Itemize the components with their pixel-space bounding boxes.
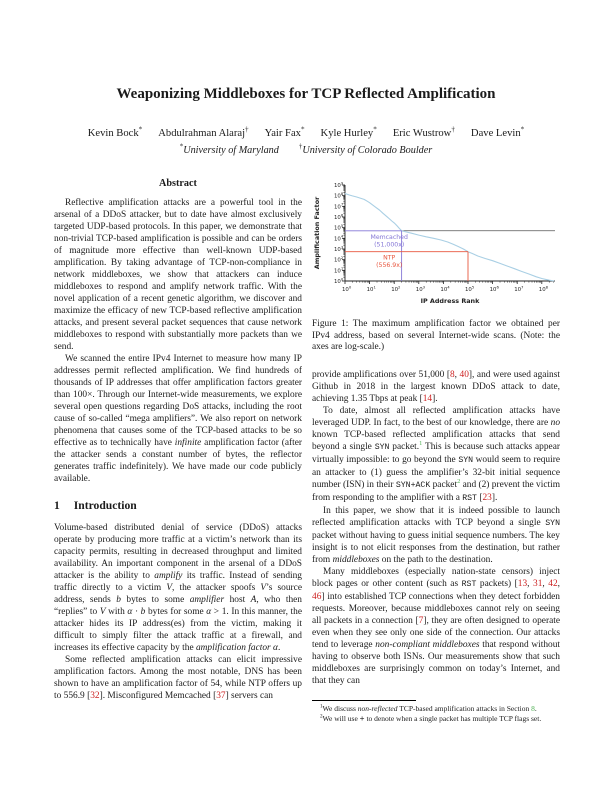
segment-text: its traffic. Instead of sending traffic directly to a victim: [54, 571, 302, 593]
segment-text: ] into established TCP connections when they detect forbidden requests. Moreover, because middleboxes cannot rely on seeing all packets in a connection [: [312, 591, 560, 626]
intro-paragraph: [54, 654, 302, 702]
segment-text: ].: [491, 492, 498, 503]
intro-paragraph: [54, 522, 302, 654]
segment-text: In this paper, we show that it is indeed possible to launch reflected amplification attacks with TCP beyond a single: [312, 505, 560, 528]
author: Dave Levin*: [470, 125, 525, 139]
segment-text: and (2) prevent the victim from responding to the amplifier with a: [312, 479, 560, 503]
affiliation-mark: †: [298, 143, 303, 151]
segment-m: SYN: [374, 442, 390, 452]
footnote-rule: [312, 700, 416, 701]
author-mark: †: [245, 125, 249, 134]
segment-c: 32: [90, 691, 100, 701]
segment-text: ], they are often designed to operate even when they see only one side of the connection. Our attacks tend to leverage: [312, 615, 561, 650]
segment-m: +: [359, 714, 365, 724]
segment-m: RST: [461, 579, 477, 589]
segment-text: known TCP-based reflected amplification attacks that send beyond a single: [312, 429, 560, 452]
body-paragraph: [312, 405, 560, 505]
segment-text: packet: [430, 479, 458, 490]
segment-text: ].: [432, 393, 438, 404]
svg-text:IP Address Rank: IP Address Rank: [420, 297, 480, 305]
segment-text: ·: [132, 607, 141, 617]
section-number: 1: [54, 499, 60, 512]
segment-fn: 2: [457, 477, 461, 485]
segment-text: We discuss: [322, 703, 358, 713]
segment-text: We scanned the entire IPv4 Internet to measure how many IP addresses permit reflected amplification. We find hundreds of thousands of IP addresses that offer amplification factors greater than 100×. Through our Internet-wide measurements, we explore several open questions regarding DoS attacks, including the root cause of so-called “mega amplifiers”. We also report on network phenomena that causes some of the TCP-based attacks to be so effective as to technically have: [54, 354, 302, 448]
svg-text:100: $10^0$: [342, 284, 352, 293]
author-mark: *: [300, 125, 305, 134]
segment-c: 23: [482, 492, 492, 503]
segment-text: packet.: [389, 441, 420, 452]
segment-text: would seem to require an attacker to (1) guess the amplifier’s 32-bit initial sequence number (ISN) in their: [312, 454, 560, 490]
segment-i: no: [550, 417, 560, 428]
segment-text: Some reflected amplification attacks can elicit impressive amplification factors. Among the most notable, DNS has been shown to have an amplification factor of 54, while NTP offers up to 556.9 [: [54, 655, 302, 701]
segment-text: packet without having to guess initial sequence numbers. The key insight is to not elicit responses from the destination, but rather from: [312, 530, 560, 565]
segment-i: amplifier: [189, 595, 225, 605]
author: Kyle Hurley*: [320, 125, 377, 139]
author: Yair Fax*: [264, 125, 305, 139]
segment-text: , who then “replies” to: [54, 595, 302, 617]
affiliation: †University of Colorado Boulder: [298, 143, 433, 156]
segment-sup: 1: [320, 703, 323, 710]
section-title: Introduction: [73, 499, 137, 512]
segment-text: to denote when a single packet has multiple TCP flags set.: [364, 713, 542, 723]
segment-text: TCP-based amplification attacks in Section: [397, 703, 532, 713]
segment-c: 14: [422, 393, 433, 404]
svg-text:Amplification Factor: Amplification Factor: [313, 196, 321, 270]
author-mark: †: [451, 125, 455, 134]
segment-m: RST: [462, 493, 477, 503]
segment-text: > 1. In this manner, the attacker hides its IP address(es) from the victim, making it difficult to simply filter the attack traffic at a firewall, and increases its effective capacity by the: [54, 607, 303, 653]
segment-text: Many middleboxes (especially nation-state censors) inject block pages or other content (such as: [312, 566, 560, 589]
segment-text: ,: [527, 578, 534, 589]
right-column: [312, 181, 560, 724]
segment-text: Figure 1: The maximum amplification factor we obtained per IPv4 address, based on several Internet-wide scans. (Note: the axes are log-scale.): [312, 319, 560, 353]
left-column: [54, 178, 302, 702]
segment-text: Volume-based distributed denial of service (DDoS) attacks operate by producing more traffic at a victim’s network than its capacity permits, resulting in decreased throughput and limited availability. An important component in the arsenal of a DDoS attacker is the ability to: [54, 523, 302, 581]
svg-text:106: $10^6$: [334, 212, 344, 221]
svg-text:101: $10^1$: [366, 284, 376, 293]
segment-text: We will use: [322, 713, 360, 723]
author: Abdulrahman Alaraj†: [158, 125, 249, 139]
segment-i: V: [99, 607, 106, 617]
segment-text: Reflective amplification attacks are a powerful tool in the arsenal of a DDoS attacker, but to date have almost exclusively targeted UDP-based protocols. In this paper, we demonstrate that non-trivial TCP-based amplification is possible and can be orders of magnitude more effective than well-known UDP-based amplification. By taking advantage of TCP-non-compliance in network middleboxes, we show that attackers can induce middleboxes to respond and amplify network traffic. With the novel application of a recent genetic algorithm, we discover and maximize the efficacy of new TCP-based reflective amplification attacks, and present several packet sequences that cause network middleboxes to respond with substantially more packets than we send.: [54, 198, 302, 352]
figure-1-chart: [312, 181, 558, 309]
segment-text: amplification factor (after the attacker sends a constant number of bytes, the reflector generates traffic indefinitely). We have made our code publicly available.: [54, 438, 302, 484]
segment-text: This is because such attacks appear virtually impossible: to go beyond the: [312, 441, 560, 465]
body-paragraph: [312, 566, 560, 687]
author-mark: *: [373, 125, 377, 134]
svg-text:104: $10^4$: [440, 284, 450, 293]
svg-text:105: $10^5$: [334, 223, 344, 232]
affiliation-list: [0, 145, 612, 156]
author-mark: *: [520, 125, 525, 134]
abstract-paragraph: [54, 197, 302, 353]
segment-c: 8: [449, 369, 455, 380]
svg-text:109: $10^9$: [334, 181, 344, 189]
svg-text:108: $10^8$: [538, 284, 549, 293]
segment-text: , the attacker spoofs: [172, 583, 261, 593]
segment-text: ,: [557, 578, 560, 589]
affiliation: *University of Maryland: [179, 143, 279, 156]
body-paragraph: [312, 369, 560, 405]
svg-text:102: $10^2$: [334, 255, 344, 264]
segment-c: 13: [517, 578, 528, 589]
paper-title: Weaponizing Middleboxes for TCP Reflected Amplification: [116, 86, 496, 102]
svg-text:106: $10^6$: [489, 284, 499, 293]
segment-i: V: [260, 583, 267, 593]
segment-text: ’s source address, sends: [54, 583, 302, 605]
segment-i: non-reflected: [357, 703, 398, 713]
segment-c: 46: [312, 591, 322, 602]
segment-i: V: [166, 583, 173, 593]
segment-text: [: [476, 492, 483, 503]
footnote: [312, 704, 560, 714]
body-paragraph: [312, 505, 560, 566]
segment-c: 31: [533, 578, 543, 589]
segment-m: SYN+ACK: [395, 480, 431, 490]
segment-text: provide amplifications over 51,000 [: [312, 369, 450, 380]
svg-text:(556.9x): (556.9x): [376, 262, 403, 270]
segment-i: amplification factor: [195, 643, 271, 653]
abstract-heading: Abstract: [159, 178, 197, 189]
figure-1: [312, 181, 560, 354]
segment-text: with: [105, 607, 128, 617]
segment-fn: 1: [419, 439, 423, 447]
affiliation-mark: *: [179, 143, 184, 151]
svg-text:108: $10^8$: [334, 191, 344, 200]
segment-text: ,: [542, 578, 549, 589]
figure-1-caption: [312, 319, 560, 354]
segment-i: b: [116, 595, 121, 605]
segment-i: α: [206, 607, 212, 617]
svg-text:103: $10^3$: [334, 244, 344, 253]
svg-text:105: $10^5$: [465, 284, 475, 293]
author-mark: *: [138, 125, 143, 134]
segment-m: SYN: [458, 455, 474, 465]
segment-c: 7: [418, 615, 424, 626]
segment-i: α: [273, 643, 278, 653]
svg-text:107: $10^7$: [334, 201, 344, 211]
svg-text:(51,000x): (51,000x): [374, 241, 405, 249]
svg-text:107: $10^7$: [514, 284, 524, 293]
segment-text: bytes for some: [145, 607, 207, 617]
svg-text:102: $10^2$: [391, 284, 401, 293]
svg-text:101: $10^1$: [334, 265, 344, 275]
segment-i: α: [127, 607, 133, 617]
segment-text: that respond without having to observe both ISNs. Our measurements show that such middleboxes are surprisingly common on today’s Internet, and that they can: [312, 639, 561, 686]
section-heading-introduction: [54, 500, 302, 512]
segment-c: 37: [216, 691, 226, 701]
svg-text:103: $10^3$: [415, 284, 426, 293]
segment-c: 40: [459, 369, 469, 380]
svg-text:NTP: NTP: [383, 254, 396, 262]
segment-i: amplify: [154, 571, 183, 581]
segment-m: SYN: [545, 518, 560, 528]
segment-i: middleboxes: [332, 554, 380, 565]
segment-i: b: [140, 607, 146, 617]
segment-text: .: [277, 643, 281, 653]
segment-text: packets) [: [476, 578, 518, 589]
svg-text:104: $10^4$: [334, 233, 344, 243]
segment-i: non-compliant middleboxes: [375, 639, 480, 650]
segment-text: ]. Misconfigured Memcached [: [99, 691, 217, 701]
segment-i: A: [250, 595, 257, 605]
segment-text: To date, almost all reflected amplification attacks have leveraged UDP. In fact, to the best of our knowledge, there are: [312, 405, 560, 428]
author: Kevin Bock*: [87, 125, 143, 139]
segment-c: 42: [548, 578, 558, 589]
svg-text:Memcached: Memcached: [370, 233, 408, 241]
segment-sup: 2: [320, 713, 323, 720]
segment-g: 8: [531, 703, 535, 713]
segment-i: infinite: [174, 438, 202, 448]
footnote: [312, 714, 560, 725]
segment-text: ,: [454, 369, 460, 380]
segment-text: host: [224, 595, 251, 605]
svg-text:100: $10^0$: [334, 276, 344, 285]
segment-text: on the path to the destination.: [379, 554, 493, 565]
segment-text: ], and were used against Github in 2018 in the largest known DDoS attack to date, achieving 1.35 Tbps at peak [: [312, 369, 560, 404]
segment-text: ] servers can: [225, 691, 273, 701]
abstract-paragraph: [54, 353, 302, 485]
segment-text: .: [534, 703, 537, 713]
segment-text: bytes to some: [120, 595, 190, 605]
author-list: [0, 125, 612, 139]
author: Eric Wustrow†: [392, 125, 455, 139]
